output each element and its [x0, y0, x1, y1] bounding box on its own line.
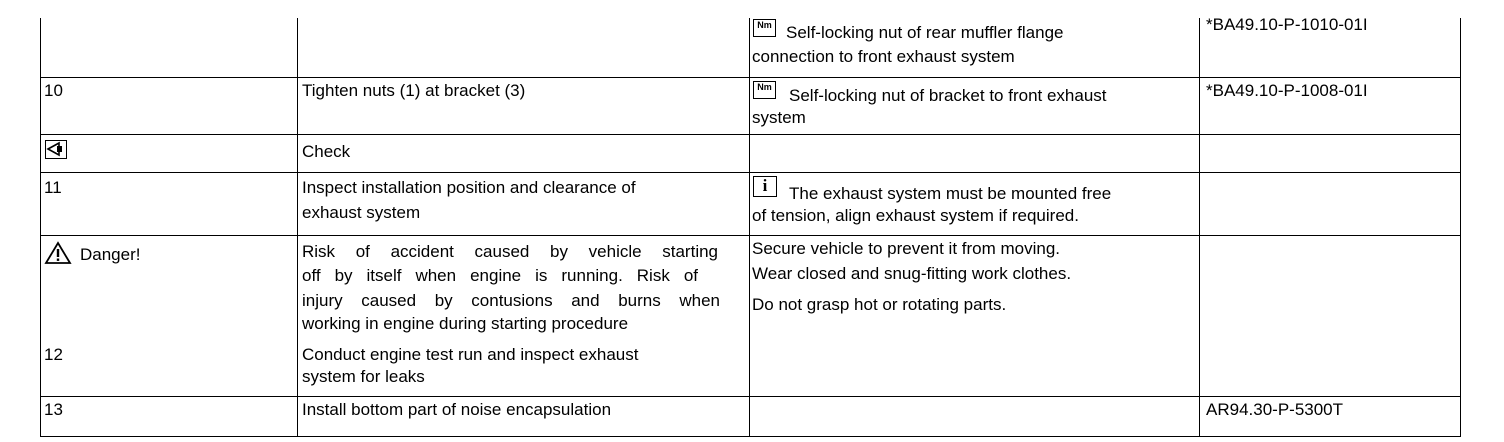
step-action: exhaust system [302, 203, 421, 222]
reference-code[interactable]: AR94.30-P-5300T [1206, 400, 1344, 419]
safety-measure: Do not grasp hot or rotating parts. [752, 295, 1007, 314]
row-divider [40, 134, 1461, 135]
column-divider-1 [297, 18, 298, 437]
torque-note: Self-locking nut of bracket to front exhaust [789, 86, 1107, 105]
risk-text: Risk of accident caused by vehicle starting [302, 242, 718, 261]
step-action: Install bottom part of noise encapsulation [302, 400, 612, 419]
step-number: 10 [44, 81, 63, 100]
row-divider [40, 396, 1461, 397]
info-icon: i [753, 176, 777, 197]
row-divider [40, 235, 1461, 236]
check-speaker-icon [45, 140, 67, 159]
step-action: system for leaks [302, 367, 425, 386]
reference-code[interactable]: *BA49.10-P-1010-01I [1206, 15, 1368, 34]
step-number: 11 [44, 178, 62, 197]
warning-triangle-icon [44, 241, 72, 265]
table-border-right [1460, 18, 1461, 437]
table-border-bottom [40, 436, 1461, 437]
column-divider-3 [1199, 18, 1200, 437]
step-action: Tighten nuts (1) at bracket (3) [302, 81, 526, 100]
info-note: The exhaust system must be mounted free [789, 184, 1112, 203]
table-border-left [40, 18, 41, 437]
torque-note: connection to front exhaust system [752, 47, 1015, 66]
row-divider [40, 172, 1461, 173]
torque-note: system [752, 108, 806, 127]
danger-label: Danger! [80, 245, 141, 264]
torque-note: Self-locking nut of rear muffler flange [786, 23, 1064, 42]
info-note: of tension, align exhaust system if required. [752, 206, 1079, 225]
safety-measure: Wear closed and snug-fitting work clothes. [752, 264, 1072, 283]
risk-text: working in engine during starting procedure [302, 314, 629, 333]
step-action: Check [302, 142, 351, 161]
step-action: Conduct engine test run and inspect exhaust [302, 345, 639, 364]
step-number: 13 [44, 400, 63, 419]
risk-text: off by itself when engine is running. Risk of [302, 266, 698, 285]
column-divider-2 [749, 18, 750, 437]
risk-text: injury caused by contusions and burns when [302, 291, 720, 310]
safety-measure: Secure vehicle to prevent it from moving. [752, 239, 1061, 258]
row-divider [40, 77, 1461, 78]
step-number: 12 [44, 345, 63, 364]
torque-spec-icon: Nm [753, 19, 776, 37]
step-action: Inspect installation position and clearance of [302, 178, 636, 197]
reference-code[interactable]: *BA49.10-P-1008-01I [1206, 81, 1368, 100]
torque-spec-icon: Nm [753, 81, 776, 99]
